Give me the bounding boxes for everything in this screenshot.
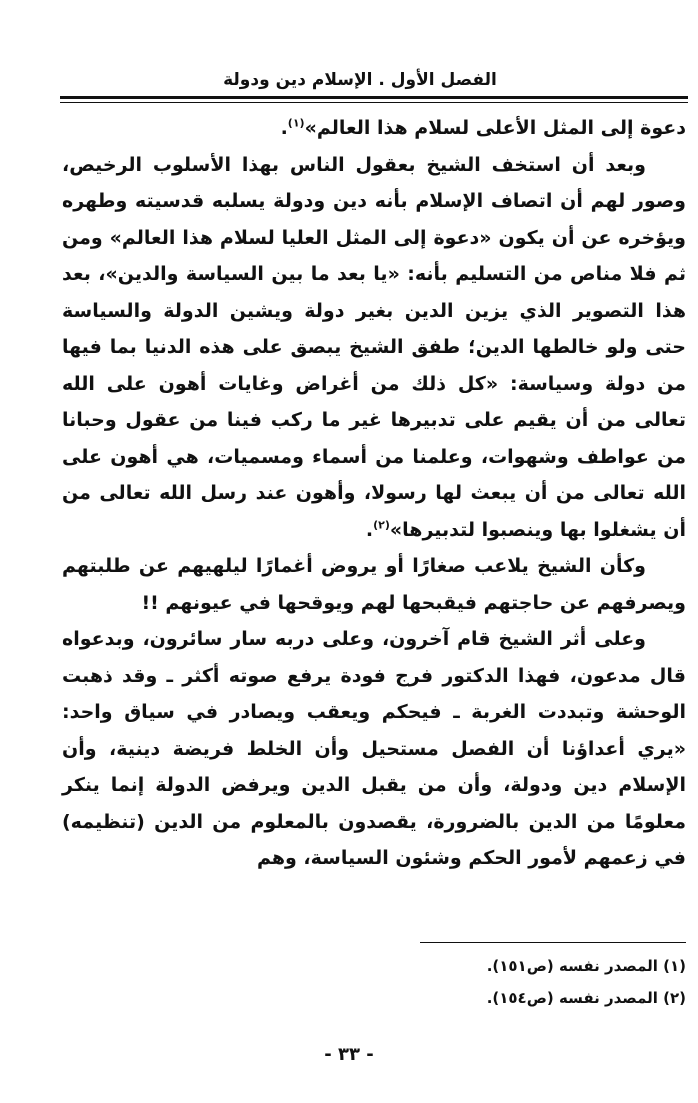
footnote-2: (٢) المصدر نفسه (ص١٥٤).	[486, 989, 686, 1007]
footnote-rule	[420, 942, 686, 943]
footnotes	[62, 950, 686, 1014]
paragraph-tail: .	[365, 518, 374, 541]
header-rule-thick	[60, 96, 688, 99]
paragraph-1	[62, 110, 686, 147]
paragraph-text: وبعد أن استخف الشيخ بعقول الناس بهذا الأسلوب الرخيص، وصور لهم أن اتصاف الإسلام بأنه دين ودولة يسلبه قدسيته وطهره ويؤخره عن أن يكون «دعوة إلى المثل العليا لسلام هذا العالم» ومن ثم فلا مناص من التسليم بأنه: «يا بعد ما بين السياسة والدين»، بعد هذا التصوير الذي يزين الدين بغير دولة ويشين الدولة والسياسة حتى ولو خالطها الدين؛ طفق الشيخ يبصق على هذه الدنيا بما فيها من دولة وسياسة: «كل ذلك من أغراض وغايات أهون على الله تعالى من أن يقيم على تدبيرها غير ما ركب فينا من عقول وحبانا من عواطف وشهوات، وعلمنا من أسماء ومسميات، هي أهون على الله تعالى من أن يبعث لها رسولا، وأهون عند رسل الله تعالى من أن يشغلوا بها وينصبوا لتدبيرها»	[62, 153, 686, 541]
paragraph-2	[62, 147, 686, 549]
header-rule-thin	[60, 102, 688, 103]
paragraph-3	[62, 548, 686, 621]
footnote-1: (١) المصدر نفسه (ص١٥١).	[486, 957, 686, 975]
paragraph-4	[62, 621, 686, 877]
paragraph-text: وعلى أثر الشيخ قام آخرون، وعلى دربه سار سائرون، وبدعواه قال مدعون، فهذا الدكتور فرج فودة يرفع صوته أكثر ـ وقد ذهبت الوحشة وتبددت الغربة ـ فيحكم ويعقب ويصادر في سياق واحد: «يري أعداؤنا أن الفصل مستحيل وأن الخلط فريضة دينية، وأن الإسلام دين ودولة، وأن من يقبل الدين ويرفض الدولة إنما ينكر معلومًا من الدين بالضرورة، يقصدون بالمعلوم من الدين (تنظيمه) في زعمهم لأمور الحكم وشئون السياسة، وهم	[62, 628, 686, 869]
paragraph-text: دعوة إلى المثل الأعلى لسلام هذا العالم»	[304, 117, 686, 139]
page-number: - ٣٣ -	[324, 1044, 374, 1065]
footnote-ref-1: (١)	[287, 116, 305, 130]
footnote-ref-2: (٢)	[373, 518, 390, 532]
paragraph-tail: .	[280, 117, 288, 139]
body-text	[62, 110, 686, 877]
running-head: الفصل الأول . الإسلام دين ودولة	[223, 70, 497, 90]
paragraph-text: وكأن الشيخ يلاعب صغارًا أو يروض أغمارًا ليلهيهم عن طلبتهم ويصرفهم عن حاجتهم فيقبحها لهم ويوقحها في عيونهم !!	[62, 555, 686, 614]
